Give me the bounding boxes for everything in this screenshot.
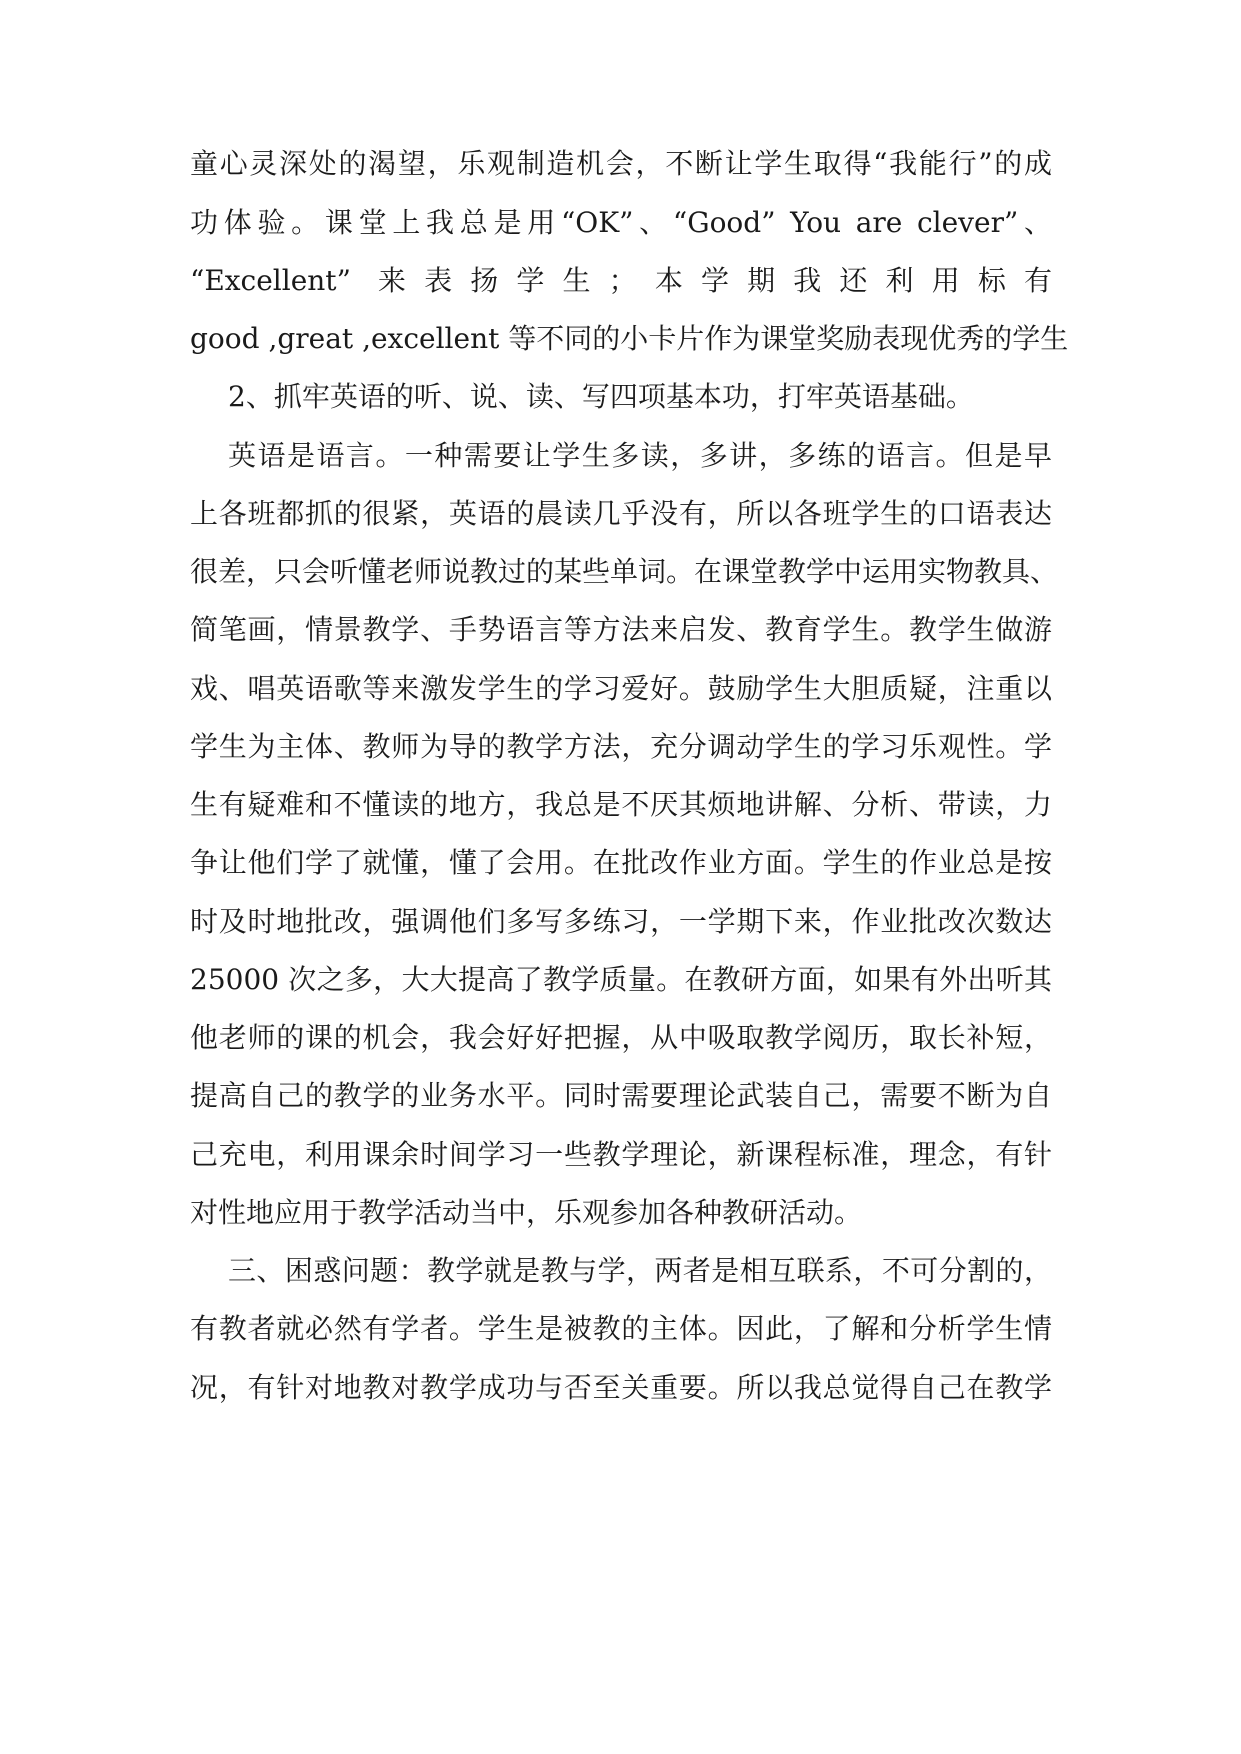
text-line: 英语是语言。一种需要让学生多读，多讲，多练的语言。但是早	[228, 439, 1052, 472]
text-line: 上各班都抓的很紧，英语的晨读几乎没有，所以各班学生的口语表达	[190, 497, 1052, 530]
text-line: 提高自己的教学的业务水平。同时需要理论武装自己，需要不断为自	[190, 1079, 1052, 1112]
text-line: 三、困惑问题：教学就是教与学，两者是相互联系，不可分割的，	[228, 1254, 1052, 1287]
text-line: 功体验。课堂上我总是用“OK”、“Good” You are clever”、	[190, 206, 1052, 239]
text-line: “Excellent” 来表扬学生；本学期我还利用标有	[190, 264, 1052, 297]
text-line: 戏、唱英语歌等来激发学生的学习爱好。鼓励学生大胆质疑，注重以	[190, 672, 1052, 705]
text-line: 有教者就必然有学者。学生是被教的主体。因此，了解和分析学生情	[190, 1312, 1052, 1345]
text-line: 童心灵深处的渴望，乐观制造机会，不断让学生取得“我能行”的成	[190, 147, 1052, 180]
text-line: 学生为主体、教师为导的教学方法，充分调动学生的学习乐观性。学	[190, 730, 1052, 763]
text-line: 生有疑难和不懂读的地方，我总是不厌其烦地讲解、分析、带读，力	[190, 788, 1052, 821]
text-line: 己充电，利用课余时间学习一些教学理论，新课程标准，理念，有针	[190, 1138, 1052, 1171]
text-line: good ,great ,excellent 等不同的小卡片作为课堂奖励表现优秀的学生	[190, 322, 1069, 355]
text-line: 很差，只会听懂老师说教过的某些单词。在课堂教学中运用实物教具、	[190, 555, 1059, 588]
text-line: 对性地应用于教学活动当中，乐观参加各种教研活动。	[190, 1196, 863, 1229]
text-line: 况，有针对地教对教学成功与否至关重要。所以我总觉得自己在教学	[190, 1371, 1052, 1404]
text-line: 简笔画，情景教学、手势语言等方法来启发、教育学生。教学生做游	[190, 613, 1052, 646]
text-line: 2、抓牢英语的听、说、读、写四项基本功，打牢英语基础。	[228, 380, 974, 413]
text-line: 他老师的课的机会，我会好好把握，从中吸取教学阅历，取长补短，	[190, 1021, 1052, 1054]
text-line: 25000 次之多，大大提高了教学质量。在教研方面，如果有外出听其	[190, 963, 1052, 996]
text-line: 争让他们学了就懂，懂了会用。在批改作业方面。学生的作业总是按	[190, 846, 1052, 879]
text-line: 时及时地批改，强调他们多写多练习，一学期下来，作业批改次数达	[190, 905, 1052, 938]
